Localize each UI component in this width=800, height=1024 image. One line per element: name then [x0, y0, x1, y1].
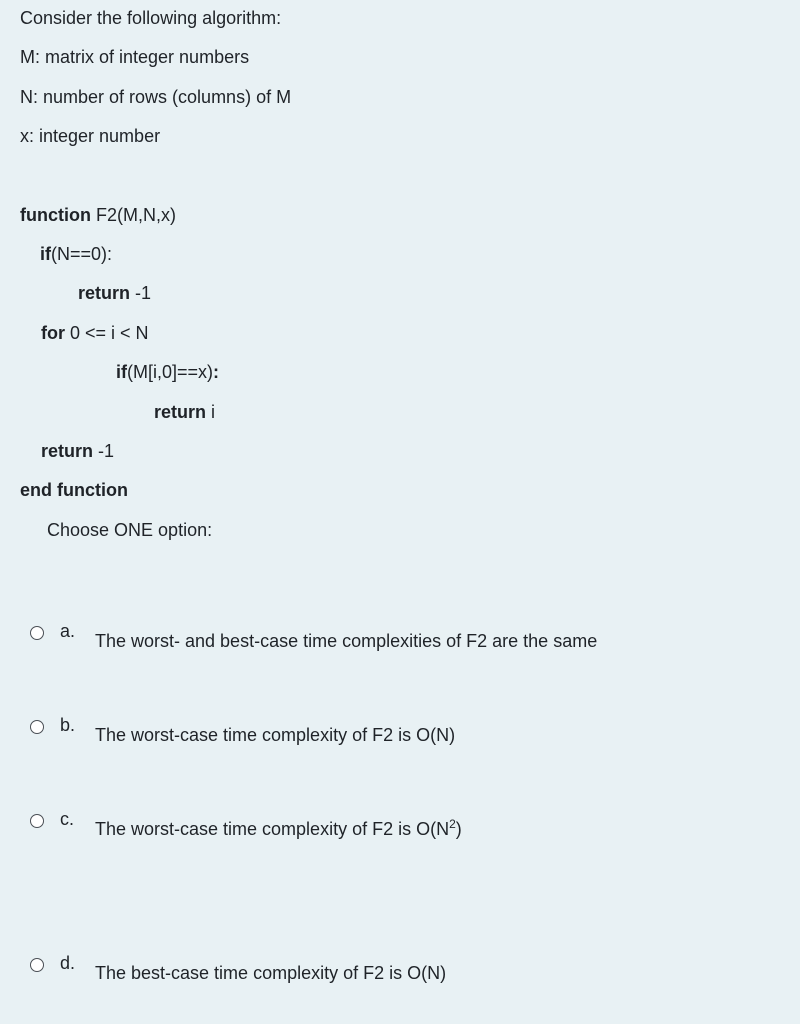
code-return-line-2 [154, 401, 215, 423]
option-text[interactable] [95, 818, 462, 840]
radio-button-d[interactable] [30, 958, 44, 972]
keyword-function: function [20, 205, 91, 225]
option-b[interactable] [30, 715, 770, 760]
for-condition: 0 <= i < N [65, 323, 149, 343]
option-d[interactable] [30, 953, 770, 998]
option-letter: a. [60, 621, 76, 641]
question-prompt: Choose ONE option: [47, 520, 213, 540]
code-end-function: end function [20, 480, 128, 500]
return-value: -1 [130, 283, 152, 303]
inner-if-condition: (M[i,0]==x) [127, 362, 214, 382]
inner-if-colon: : [213, 362, 220, 382]
option-c[interactable] [30, 809, 770, 854]
option-a[interactable] [30, 621, 770, 666]
option-text[interactable]: The best-case time complexity of F2 is O(N) [95, 963, 447, 983]
if-condition: (N==0): [51, 244, 113, 264]
code-return-line-3 [41, 440, 114, 462]
keyword-if: if [40, 244, 51, 264]
option-text-close: ) [455, 819, 462, 839]
return-value: -1 [93, 441, 115, 461]
keyword-return: return [154, 402, 207, 422]
intro-line-4: x: integer number [20, 126, 161, 146]
code-return-line-1 [78, 282, 151, 304]
keyword-return: return [78, 283, 131, 303]
code-inner-if-line [116, 361, 219, 383]
option-text[interactable]: The worst- and best-case time complexities of F2 are the same [95, 631, 598, 651]
option-letter: d. [60, 953, 76, 973]
radio-button-a[interactable] [30, 626, 44, 640]
radio-button-b[interactable] [30, 720, 44, 734]
intro-line-2: M: matrix of integer numbers [20, 47, 250, 67]
code-function-line [20, 204, 176, 226]
code-for-line [41, 322, 149, 344]
function-signature: F2(M,N,x) [90, 205, 176, 225]
superscript-exponent: 2 [449, 817, 456, 831]
code-if-line [40, 243, 112, 265]
intro-line-3: N: number of rows (columns) of M [20, 87, 292, 107]
keyword-if: if [116, 362, 127, 382]
option-text[interactable]: The worst-case time complexity of F2 is O(N) [95, 725, 456, 745]
intro-line-1: Consider the following algorithm: [20, 8, 282, 28]
keyword-return: return [41, 441, 94, 461]
radio-button-c[interactable] [30, 814, 44, 828]
option-letter: b. [60, 715, 76, 735]
keyword-for: for [41, 323, 65, 343]
return-value: i [206, 402, 216, 422]
option-letter: c. [60, 809, 75, 829]
option-text-main: The worst-case time complexity of F2 is O(N [95, 819, 450, 839]
